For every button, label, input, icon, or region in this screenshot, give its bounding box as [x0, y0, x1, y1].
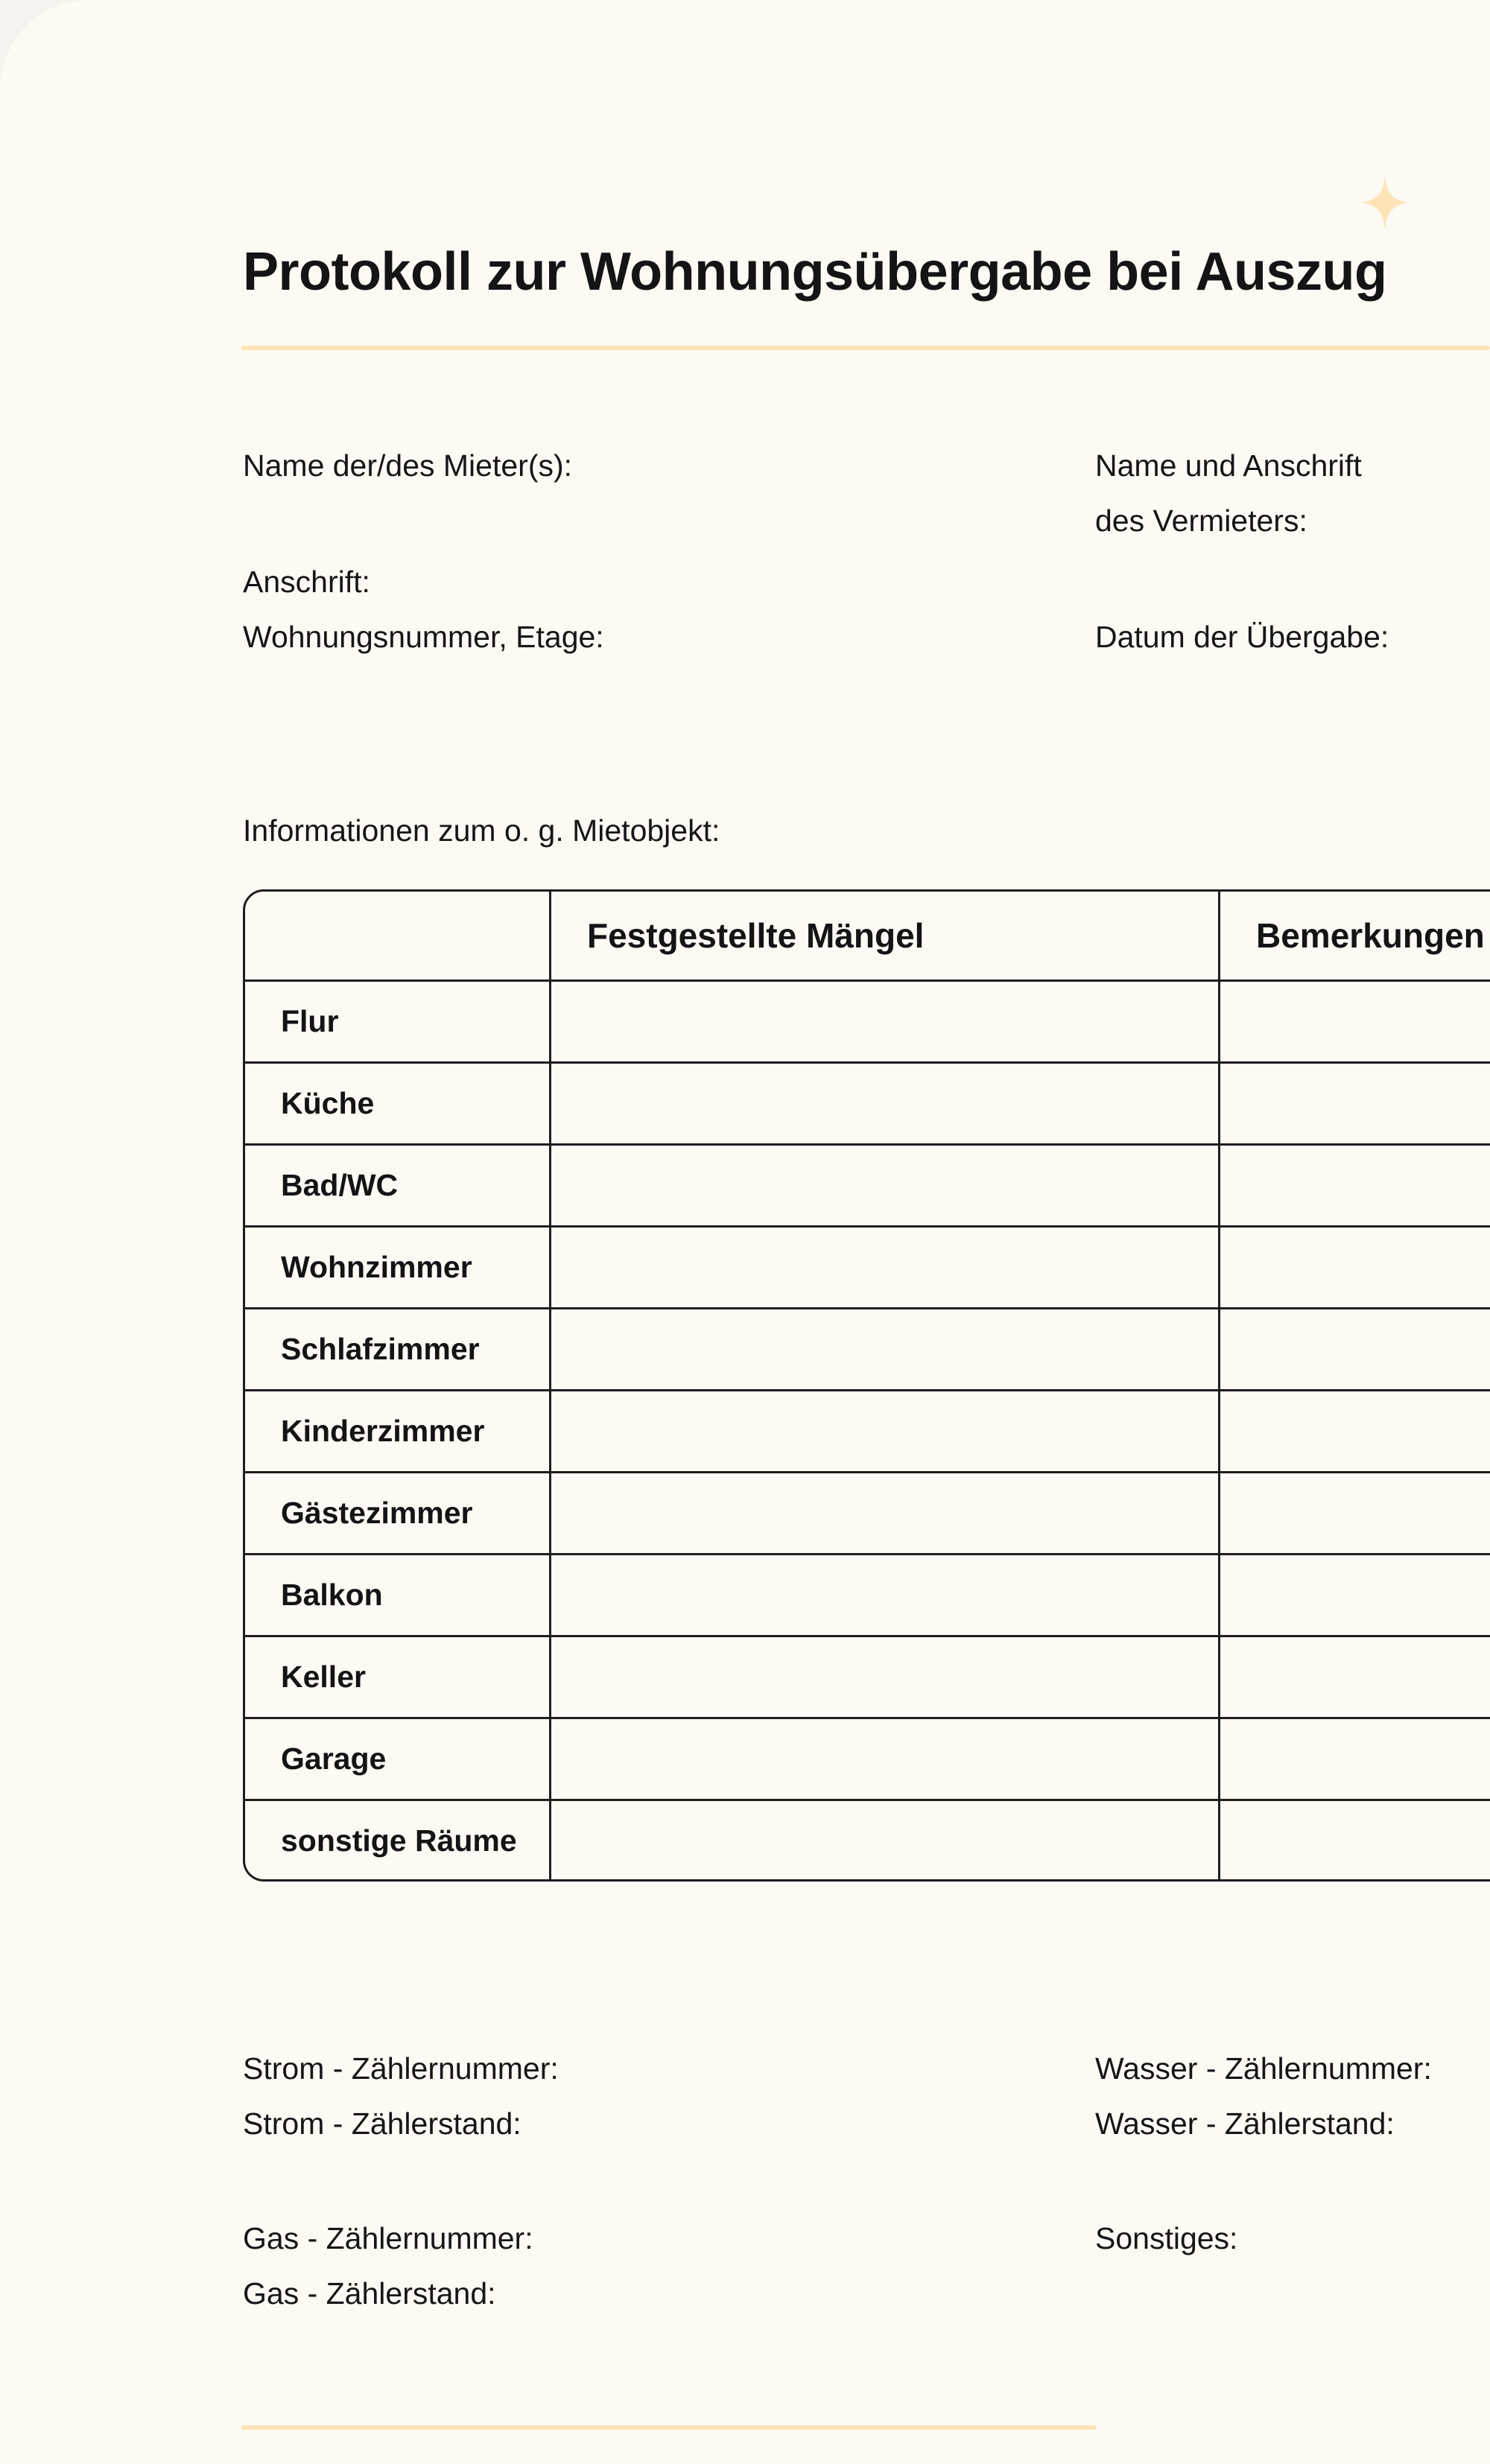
- room-name-cell: Bad/WC: [281, 1168, 399, 1202]
- misc-label: Sonstiges:: [1095, 2221, 1238, 2255]
- power-meter-block: [243, 2041, 559, 2151]
- table-row: [245, 1635, 1490, 1717]
- remarks-cell[interactable]: [1218, 1473, 1490, 1553]
- room-name-cell: Balkon: [281, 1578, 383, 1612]
- defects-cell[interactable]: [549, 1146, 1218, 1225]
- remarks-cell[interactable]: [1218, 1309, 1490, 1389]
- defects-cell[interactable]: [549, 1473, 1218, 1553]
- defects-cell[interactable]: [549, 1391, 1218, 1471]
- room-name-cell: Garage: [281, 1741, 387, 1776]
- remarks-cell[interactable]: [1218, 1801, 1490, 1881]
- room-name-cell: Wohnzimmer: [281, 1250, 472, 1284]
- property-info-label: Informationen zum o. g. Mietobjekt:: [243, 813, 720, 848]
- landlord-label-line2: des Vermieters:: [1095, 504, 1307, 538]
- room-name-cell: Flur: [281, 1004, 339, 1038]
- handover-date-block: [1095, 609, 1389, 664]
- defects-cell[interactable]: [549, 1801, 1218, 1881]
- gas-meter-block: [243, 2211, 533, 2321]
- room-name-cell: Keller: [281, 1660, 366, 1694]
- remarks-cell[interactable]: [1218, 1228, 1490, 1307]
- remarks-cell[interactable]: [1218, 1146, 1490, 1225]
- address-block: [243, 554, 604, 664]
- address-label: Anschrift:: [243, 565, 370, 599]
- gas-reading-label: Gas - Zählerstand:: [243, 2276, 496, 2311]
- document-title: Protokoll zur Wohnungsübergabe bei Auszug: [243, 242, 1387, 302]
- remarks-cell[interactable]: [1218, 1637, 1490, 1717]
- landlord-label-line1: Name und Anschrift: [1095, 448, 1362, 483]
- misc-block: [1095, 2211, 1237, 2266]
- title-underline: [241, 346, 1490, 350]
- table-row: [245, 1143, 1490, 1225]
- table-header-row: [245, 892, 1490, 979]
- defects-cell[interactable]: [549, 1309, 1218, 1389]
- gas-number-label: Gas - Zählernummer:: [243, 2221, 533, 2255]
- footer-rule: [241, 2425, 1097, 2430]
- remarks-cell[interactable]: [1218, 982, 1490, 1061]
- remarks-cell[interactable]: [1218, 1391, 1490, 1471]
- defects-cell[interactable]: [549, 1064, 1218, 1143]
- table-row: [245, 1307, 1490, 1389]
- room-inspection-table: [243, 889, 1490, 1882]
- remarks-cell[interactable]: [1218, 1555, 1490, 1635]
- remarks-cell[interactable]: [1218, 1064, 1490, 1143]
- defects-cell[interactable]: [549, 1637, 1218, 1717]
- room-name-cell: sonstige Räume: [281, 1823, 517, 1858]
- room-name-cell: Gästezimmer: [281, 1496, 473, 1530]
- table-row: [245, 1799, 1490, 1881]
- table-row: [245, 1471, 1490, 1553]
- defects-cell[interactable]: [549, 1555, 1218, 1635]
- table-row: [245, 1061, 1490, 1143]
- header-defects: Festgestellte Mängel: [549, 892, 1218, 979]
- defects-cell[interactable]: [549, 1228, 1218, 1307]
- room-name-cell: Schlafzimmer: [281, 1332, 480, 1366]
- table-row: [245, 1553, 1490, 1635]
- tenant-name-label: Name der/des Mieter(s):: [243, 448, 573, 483]
- room-name-cell: Küche: [281, 1086, 375, 1120]
- sparkle-icon: [1362, 176, 1408, 229]
- table-row: [245, 1225, 1490, 1307]
- apartment-label: Wohnungsnummer, Etage:: [243, 620, 604, 654]
- handover-date-label: Datum der Übergabe:: [1095, 620, 1389, 654]
- tenant-info-block: [243, 438, 572, 493]
- defects-cell[interactable]: [549, 1719, 1218, 1799]
- water-meter-block: [1095, 2041, 1432, 2151]
- power-number-label: Strom - Zählernummer:: [243, 2051, 559, 2086]
- room-name-cell: Kinderzimmer: [281, 1414, 485, 1448]
- table-row: [245, 1717, 1490, 1799]
- water-reading-label: Wasser - Zählerstand:: [1095, 2106, 1395, 2141]
- power-reading-label: Strom - Zählerstand:: [243, 2106, 522, 2141]
- header-remarks: Bemerkungen: [1218, 892, 1490, 979]
- remarks-cell[interactable]: [1218, 1719, 1490, 1799]
- defects-cell[interactable]: [549, 982, 1218, 1061]
- table-row: [245, 979, 1490, 1061]
- water-number-label: Wasser - Zählernummer:: [1095, 2051, 1432, 2086]
- landlord-block: [1095, 438, 1362, 548]
- table-row: [245, 1389, 1490, 1471]
- header-room: [245, 892, 549, 979]
